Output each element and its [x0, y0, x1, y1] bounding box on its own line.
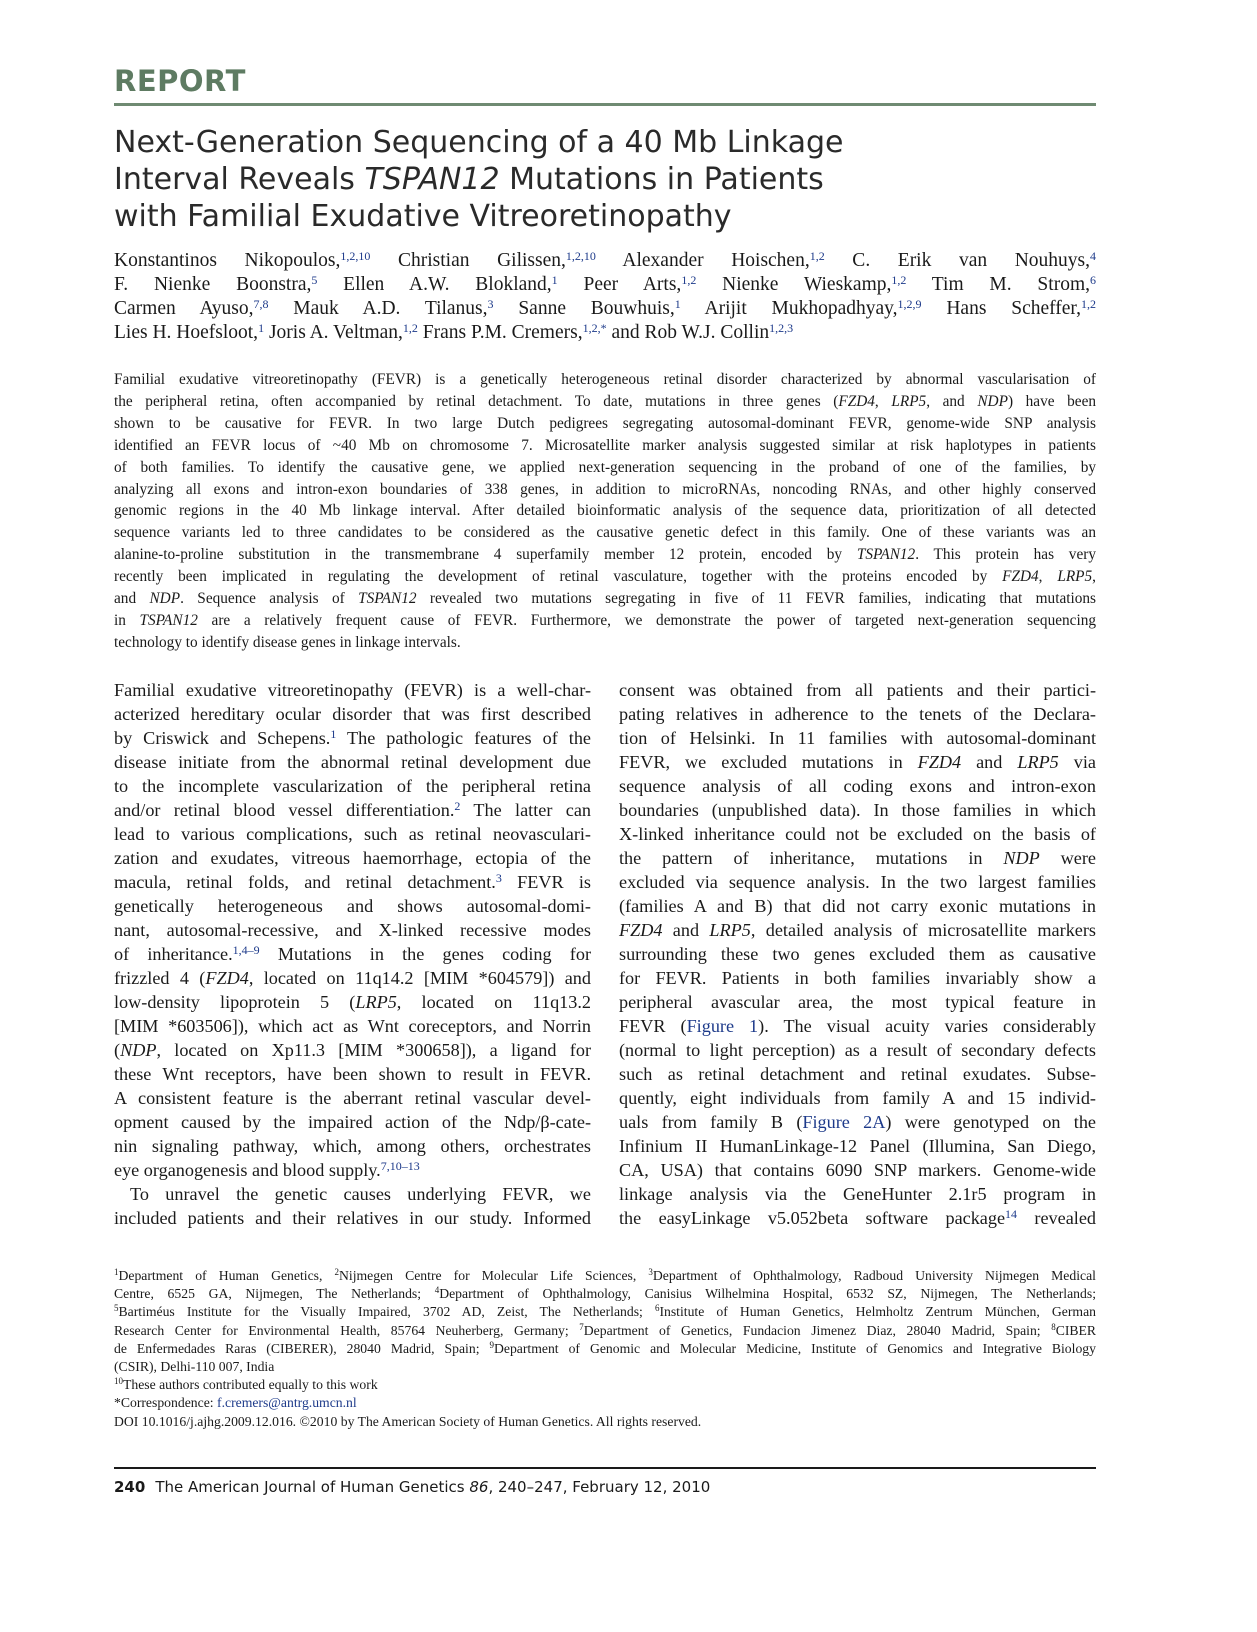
body-line: consent was obtained from all patients and their partici-	[619, 680, 1096, 700]
gene-symbol: FZD4	[917, 752, 962, 772]
author-affiliation-ref[interactable]: 1,2,10	[340, 249, 371, 263]
citation-ref[interactable]: 7,10–13	[380, 1159, 420, 1173]
body-line: lead to various complications, such as retinal neovasculari-	[114, 824, 591, 844]
abstract-line: and NDP. Sequence analysis of TSPAN12 revealed two mutations segregating in five of 11 FEVR families, indicating that mutations	[114, 590, 1096, 608]
affiliation-line: $^1$Department of Human Genetics, $^2$Nijmegen Centre for Molecular Life Sciences, $^3$Department of Ophthalmology, Radboud University Nijmegen Medical	[114, 1267, 1096, 1283]
affiliation-line: Research Center for Environmental Health, 85764 Neuherberg, Germany; $^7$Department of Genetics, Fundacion Jimenez Diaz, 28040 Madrid, Spain; $^8$CIBER	[114, 1321, 1097, 1338]
page-footer: 240 The American Journal of Human Genetics 86, 240–247, February 12, 2010	[114, 1478, 711, 1496]
author-affiliation-ref[interactable]: 3	[487, 297, 494, 311]
body-line: Infinium II HumanLinkage-12 Panel (Illumina, San Diego,	[619, 1136, 1096, 1156]
body-line: peripheral avascular area, the most typical feature in	[619, 992, 1096, 1012]
affiliation-number: 3	[648, 1267, 653, 1277]
gene-symbol: TSPAN12	[139, 611, 198, 629]
author-name: C. Erik van Nouhuys,	[824, 250, 1090, 271]
affiliation-line: (CSIR), Delhi-110 007, India	[114, 1359, 275, 1375]
title-gene: TSPAN12	[364, 162, 500, 197]
author-affiliation-ref[interactable]: 4	[1090, 249, 1096, 263]
correspondence: *Correspondence: f.cremers@antrg.umcn.nl	[114, 1395, 357, 1411]
abstract-line: alanine-to-proline substitution in the transmembrane 4 superfamily member 12 protein, encoded by TSPAN12. This protein has very	[114, 546, 1096, 564]
abstract-line: in TSPAN12 are a relatively frequent cause of FEVR. Furthermore, we demonstrate the power of targeted next-generation sequencing	[114, 611, 1096, 629]
author-affiliation-ref[interactable]: 1,2	[1081, 297, 1097, 311]
body-line: FZD4 and LRP5, detailed analysis of microsatellite markers	[619, 920, 1096, 940]
citation-ref[interactable]: 1,4–9	[232, 943, 260, 957]
affiliation-number: 7	[579, 1321, 584, 1332]
gene-symbol: FZD4	[205, 968, 249, 988]
body-column-left	[114, 678, 591, 1230]
body-line: (normal to light perception) as a result of secondary defects	[619, 1040, 1096, 1060]
author-affiliation-ref[interactable]: 1,2,10	[565, 249, 596, 263]
abstract-line: recently been implicated in regulating the development of retinal vasculature, together with the proteins encoded by FZD4, LRP5,	[114, 568, 1096, 586]
author-affiliation-ref[interactable]: 6	[1089, 273, 1096, 287]
page-number: 240	[114, 1478, 146, 1496]
author-name: Tim M. Strom,	[906, 274, 1090, 295]
author-name: F. Nienke Boonstra,	[114, 274, 312, 295]
article-title: Next-Generation Sequencing of a 40 Mb Linkage Interval Reveals TSPAN12 Mutations in Patients with Familial Exudative Vitreoretinopathy	[114, 125, 844, 234]
body-line: eye organogenesis and blood supply.$^{7,10-13}$	[114, 1159, 420, 1180]
header-rule	[114, 103, 1096, 106]
author-affiliation-ref[interactable]: 1,2,3	[769, 321, 794, 335]
body-line: pating relatives in adherence to the tenets of the Declara-	[619, 704, 1096, 724]
body-line: macula, retinal folds, and retinal detachment.$^3$ FEVR is	[114, 871, 591, 892]
body-line: To unravel the genetic causes underlying FEVR, we	[130, 1184, 591, 1204]
author-name: Lies H. Hoefsloot,	[114, 322, 259, 343]
gene-symbol: FZD4	[619, 920, 663, 940]
author-affiliation-ref[interactable]: 1	[674, 297, 681, 311]
affiliations-block	[114, 1267, 1096, 1431]
affiliation-number: 1	[114, 1267, 119, 1277]
author-name: Frans P.M. Cremers,	[417, 322, 583, 343]
body-line: for FEVR. Patients in both families invariably show a	[619, 968, 1096, 988]
affiliation-number: 10	[114, 1376, 123, 1387]
abstract-line: technology to identify disease genes in linkage intervals.	[114, 633, 461, 651]
abstract-line: identified an FEVR locus of ~40 Mb on chromosome 7. Microsatellite marker analysis suggested similar at risk haplotypes in patients	[114, 436, 1096, 454]
author-affiliation-ref[interactable]: 1	[258, 321, 265, 335]
figure-link[interactable]: Figure 1	[686, 1016, 759, 1036]
body-line: frizzled 4 (FZD4, located on 11q14.2 [MIM *604579]) and	[114, 968, 591, 988]
body-line: boundaries (unpublished data). In those families in which	[619, 800, 1096, 820]
author-name: Alexander Hoischen,	[595, 250, 810, 271]
gene-symbol: FZD4	[1002, 568, 1039, 586]
author-list	[114, 249, 1096, 345]
affiliation-number: 5	[114, 1303, 119, 1314]
body-line: (families A and B) that did not carry exonic mutations in	[619, 896, 1096, 916]
author-name: Carmen Ayuso,	[114, 298, 254, 319]
body-line: CA, USA) that contains 6090 SNP markers. Genome-wide	[619, 1160, 1096, 1180]
affiliation-number: 6	[654, 1303, 660, 1314]
body-line: X-linked inheritance could not be excluded on the basis of	[619, 824, 1096, 844]
author-name: Arijit Mukhopadhyay,	[680, 298, 898, 319]
body-line: tion of Helsinki. In 11 families with autosomal-dominant	[619, 728, 1096, 748]
gene-symbol: TSPAN12	[358, 590, 417, 608]
body-line: quently, eight individuals from family A and 15 individ-	[619, 1088, 1096, 1108]
abstract-line: genomic regions in the 40 Mb linkage interval. After detailed bioinformatic analysis of the sequence data, prioritization of all detected	[114, 502, 1096, 520]
body-line: and/or retinal blood vessel differentiation.$^2$ The latter can	[114, 799, 591, 820]
body-line: these Wnt receptors, have been shown to result in FEVR.	[114, 1064, 591, 1084]
section-label: REPORT	[114, 64, 246, 98]
body-line: genetically heterogeneous and shows autosomal-domi-	[114, 896, 591, 916]
author-name: Joris A. Veltman,	[264, 322, 403, 343]
abstract-line: of both families. To identify the causative gene, we applied next-generation sequencing in the proband of one of the families, by	[114, 458, 1096, 476]
affiliation-number: 2	[334, 1267, 340, 1277]
gene-symbol: LRP5	[355, 992, 397, 1012]
author-name: Christian Gilissen,	[370, 250, 566, 271]
author-affiliation-ref[interactable]: 1,2	[809, 249, 825, 263]
citation-ref[interactable]: 3	[495, 871, 502, 885]
affiliation-line: de Enfermedades Raras (CIBERER), 28040 Madrid, Spain; $^9$Department of Genomic and Molecular Medicine, Institute of Genomics and Integrative Biology	[114, 1339, 1096, 1356]
gene-symbol: LRP5	[709, 920, 751, 940]
author-affiliation-ref[interactable]: 1,2,9	[897, 297, 922, 311]
affiliation-list	[114, 1267, 1096, 1376]
body-line: A consistent feature is the aberrant retinal vascular devel-	[114, 1088, 591, 1108]
body-line: (NDP, located on Xp11.3 [MIM *300658]), a ligand for	[114, 1040, 591, 1060]
author-affiliation-ref[interactable]: 1,2	[681, 273, 697, 287]
affiliation-line: $^5$Bartiméus Institute for the Visually Impaired, 3702 AD, Zeist, The Netherlands; $^6$Institute of Human Genetics, Helmholtz Zentrum München, German	[114, 1303, 1096, 1320]
abstract	[114, 369, 1096, 654]
citation-ref[interactable]: 14	[1005, 1207, 1018, 1221]
affiliation-number: 8	[1051, 1321, 1056, 1332]
author-affiliation-ref[interactable]: 1,2,*	[582, 321, 607, 335]
gene-symbol: NDP	[1003, 848, 1040, 868]
body-line: sequence analysis of all coding exons and intron-exon	[619, 776, 1096, 796]
citation-ref[interactable]: 1	[330, 727, 337, 741]
body-line: [MIM *603506]), which act as Wnt coreceptors, and Norrin	[114, 1016, 591, 1036]
body-line: Familial exudative vitreoretinopathy (FEVR) is a well-char-	[114, 680, 591, 700]
author-name: Hans Scheffer,	[921, 298, 1082, 319]
gene-symbol: LRP5	[891, 392, 927, 410]
body-line: by Criswick and Schepens.$^1$ The pathologic features of the	[114, 727, 591, 748]
body-line: the pattern of inheritance, mutations in NDP were	[619, 848, 1096, 868]
doi-line: DOI 10.1016/j.ajhg.2009.12.016. ©2010 by The American Society of Human Genetics. All rights reserved.	[114, 1413, 702, 1429]
body-line: surrounding these two genes excluded them as causative	[619, 944, 1096, 964]
abstract-line: the peripheral retina, often accompanied by retinal detachment. To date, mutations in three genes (FZD4, LRP5, and NDP) have been	[114, 392, 1097, 410]
body-line: opment caused by the impaired action of the Ndp/β-cate-	[114, 1112, 591, 1132]
citation-ref[interactable]: 2	[454, 799, 461, 813]
abstract-line: shown to be causative for FEVR. In two large Dutch pedigrees segregating autosomal-dominant FEVR, genome-wide SNP analysis	[114, 414, 1096, 432]
body-line: to the incomplete vascularization of the peripheral retina	[114, 776, 591, 796]
gene-symbol: FZD4	[838, 392, 875, 410]
body-column-right	[619, 678, 1096, 1230]
author-affiliation-ref[interactable]: 1	[551, 273, 558, 287]
author-name: Konstantinos Nikopoulos,	[114, 250, 341, 271]
body-line: low-density lipoprotein 5 (LRP5, located on 11q13.2	[114, 992, 591, 1012]
abstract-line: analyzing all exons and intron-exon boundaries of 338 genes, in addition to microRNAs, noncoding RNAs, and other highly conserved	[114, 480, 1096, 498]
body-line: disease initiate from the abnormal retinal development due	[114, 752, 591, 772]
author-name: Mauk A.D. Tilanus,	[268, 298, 488, 319]
gene-symbol: TSPAN12	[856, 546, 916, 564]
body-line: nin signaling pathway, which, among others, orchestrates	[114, 1136, 591, 1156]
body-line: linkage analysis via the GeneHunter 2.1r5 program in	[619, 1184, 1096, 1204]
author-name: Sanne Bouwhuis,	[493, 298, 675, 319]
equal-contribution-note: $^{10}$These authors contributed equally to this work	[114, 1376, 378, 1393]
body-line: FEVR (Figure 1). The visual acuity varies considerably	[619, 1016, 1096, 1036]
affiliation-line: Centre, 6525 GA, Nijmegen, The Netherlands; $^4$Department of Ophthalmology, Canisius Wilhelmina Hospital, 6532 SZ, Nijmegen, The Netherlands;	[114, 1285, 1096, 1302]
author-name: Nienke Wieskamp,	[696, 274, 892, 295]
body-line: FEVR, we excluded mutations in FZD4 and LRP5 via	[619, 752, 1096, 772]
abstract-line: Familial exudative vitreoretinopathy (FEVR) is a genetically heterogeneous retinal disorder characterized by abnormal vascularisation of	[114, 371, 1096, 388]
author-name: and Rob W.J. Collin	[606, 322, 770, 343]
gene-symbol: NDP	[149, 590, 181, 608]
body-line: uals from family B (Figure 2A) were genotyped on the	[619, 1112, 1096, 1132]
author-name: Peer Arts,	[557, 274, 682, 295]
author-affiliation-ref[interactable]: 7,8	[253, 297, 269, 311]
author-affiliation-ref[interactable]: 1,2	[891, 273, 907, 287]
affiliation-number: 4	[434, 1285, 440, 1296]
affiliation-number: 9	[489, 1339, 494, 1350]
author-line	[114, 249, 1096, 273]
correspondence-email-link[interactable]: f.cremers@antrg.umcn.nl	[217, 1395, 357, 1411]
body-line: included patients and their relatives in our study. Informed	[114, 1208, 591, 1228]
body-line: nant, autosomal-recessive, and X-linked recessive modes	[114, 920, 591, 940]
gene-symbol: NDP	[120, 1040, 157, 1060]
gene-symbol: LRP5	[1017, 752, 1059, 772]
figure-link[interactable]: Figure 2A	[802, 1112, 886, 1132]
footer-rule	[114, 1467, 1096, 1469]
abstract-line: sequence variants led to three candidates to be considered as the causative genetic defect in this family. One of these variants was an	[114, 524, 1096, 542]
body-line: the easyLinkage v5.052beta software package$^{14}$ revealed	[619, 1207, 1096, 1228]
author-affiliation-ref[interactable]: 1,2	[402, 321, 418, 335]
gene-symbol: NDP	[977, 392, 1008, 410]
body-line: acterized hereditary ocular disorder that was first described	[114, 704, 591, 724]
author-line	[114, 297, 1096, 321]
body-line: such as retinal detachment and retinal exudates. Subse-	[619, 1064, 1096, 1084]
author-name: Ellen A.W. Blokland,	[317, 274, 552, 295]
author-line	[114, 321, 1096, 345]
journal-volume: 86	[469, 1478, 489, 1496]
body-line: zation and exudates, vitreous haemorrhage, ectopia of the	[114, 848, 591, 868]
body-line: of inheritance.$^{1,4-9}$ Mutations in the genes coding for	[114, 943, 592, 964]
body-line: excluded via sequence analysis. In the two largest families	[619, 872, 1096, 892]
gene-symbol: LRP5	[1057, 568, 1093, 586]
author-line	[114, 273, 1096, 297]
author-affiliation-ref[interactable]: 5	[311, 273, 318, 287]
